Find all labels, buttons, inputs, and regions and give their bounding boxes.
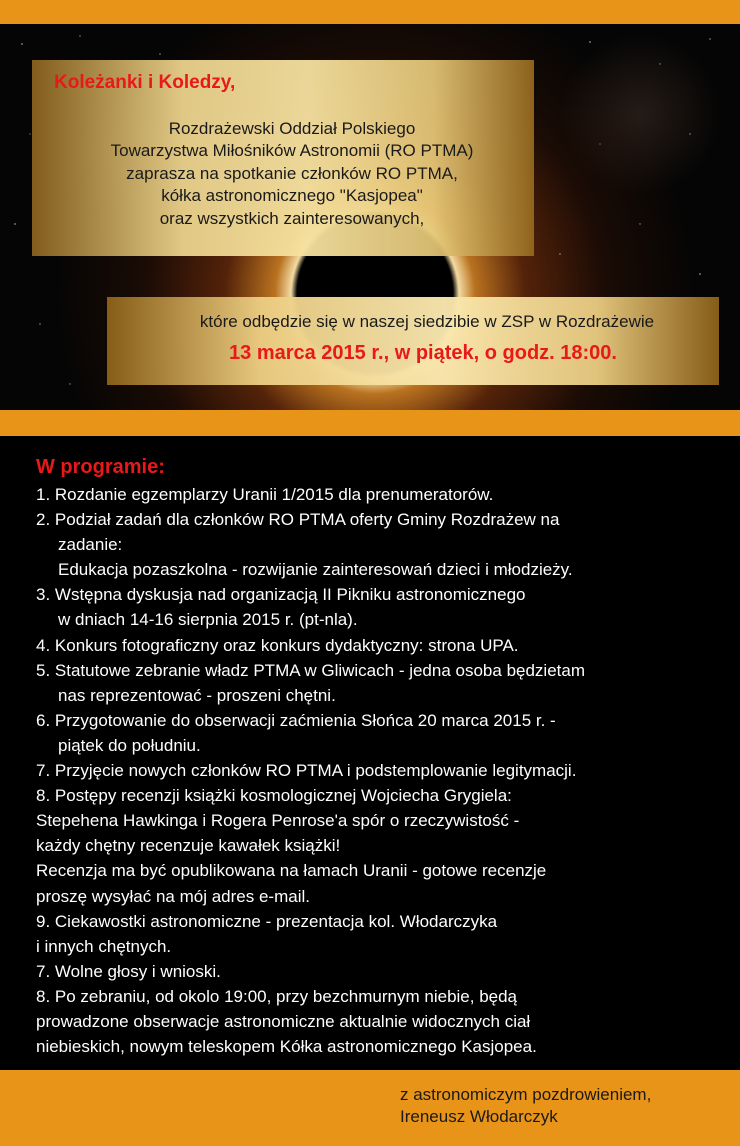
invitation-line: oraz wszystkich zainteresowanych,	[159, 208, 425, 228]
program-line: nas reprezentować - proszeni chętni.	[58, 685, 336, 705]
program-line: 7. Wolne głosy i wnioski.	[36, 961, 221, 981]
program-line: piątek do południu.	[58, 735, 201, 755]
invitation-line: kółka astronomicznego "Kasjopea"	[161, 186, 423, 206]
program-line: 6. Przygotowanie do obserwacji zaćmienia Słońca 20 marca 2015 r. -	[36, 710, 556, 730]
program-line: każdy chętny recenzuje kawałek książki!	[36, 836, 341, 856]
meeting-date: 13 marca 2015 r., w piątek, o godz. 18:00.	[229, 342, 617, 364]
program-line: 1. Rozdanie egzemplarzy Uranii 1/2015 dla prenumeratorów.	[36, 485, 494, 504]
signature-name: Ireneusz Włodarczyk	[400, 1107, 558, 1126]
program-line: 2. Podział zadań dla członków RO PTMA oferty Gminy Rozdrażew na	[36, 510, 560, 530]
program-line: 8. Po zebraniu, od okolo 19:00, przy bezchmurnym niebie, będą	[36, 986, 518, 1006]
program-line: zadanie:	[58, 535, 123, 555]
program-title: W programie:	[36, 456, 165, 478]
program-line: 4. Konkurs fotograficzny oraz konkurs dydaktyczny: strona UPA.	[36, 635, 519, 655]
meeting-place: które odbędzie się w naszej siedzibie w ZSP w Rozdrażewie	[199, 312, 655, 331]
invitation-line: Rozdrażewski Oddział Polskiego	[168, 119, 416, 138]
program-line: prowadzone obserwacje astronomiczne aktualnie widocznych ciał	[36, 1011, 531, 1031]
signature	[400, 1084, 651, 1128]
program-line: w dniach 14-16 sierpnia 2015 r. (pt-nla).	[58, 610, 358, 630]
program-line: 8. Postępy recenzji książki kosmologicznej Wojciecha Grygiela:	[36, 786, 512, 806]
program-line: 7. Przyjęcie nowych członków RO PTMA i podstemplowanie legitymacji.	[36, 761, 577, 781]
program-line: 5. Statutowe zebranie władz PTMA w Gliwicach - jedna osoba będzietam	[36, 660, 585, 680]
program-line: proszę wysyłać na mój adres e-mail.	[36, 886, 310, 906]
program-line: 9. Ciekawostki astronomiczne - prezentacja kol. Włodarczyka	[36, 911, 498, 931]
invitation-text	[32, 118, 552, 230]
program-line: niebieskich, nowym teleskopem Kółka astronomicznego Kasjopea.	[36, 1037, 537, 1057]
program-line: Recenzja ma być opublikowana na łamach Uranii - gotowe recenzje	[36, 861, 547, 881]
program-line: i innych chętnych.	[36, 936, 172, 956]
program-list	[36, 482, 585, 1059]
program-line: Edukacja pozaszkolna - rozwijanie zainteresowań dzieci i młodzieży.	[58, 560, 573, 580]
date-box	[107, 297, 719, 385]
signature-greeting: z astronomiczym pozdrowieniem,	[400, 1085, 652, 1104]
program-line: Stepehena Hawkinga i Rogera Penrose'a spór o rzeczywistość -	[36, 811, 520, 831]
invitation-line: Towarzystwa Miłośników Astronomii (RO PTMA)	[110, 141, 474, 161]
greeting-heading: Koleżanki i Koledzy,	[54, 72, 236, 93]
middle-band	[0, 410, 740, 436]
program-line: 3. Wstępna dyskusja nad organizacją II Pikniku astronomicznego	[36, 585, 526, 605]
invitation-line: zaprasza na spotkanie członków RO PTMA,	[126, 163, 458, 183]
top-band	[0, 0, 740, 24]
